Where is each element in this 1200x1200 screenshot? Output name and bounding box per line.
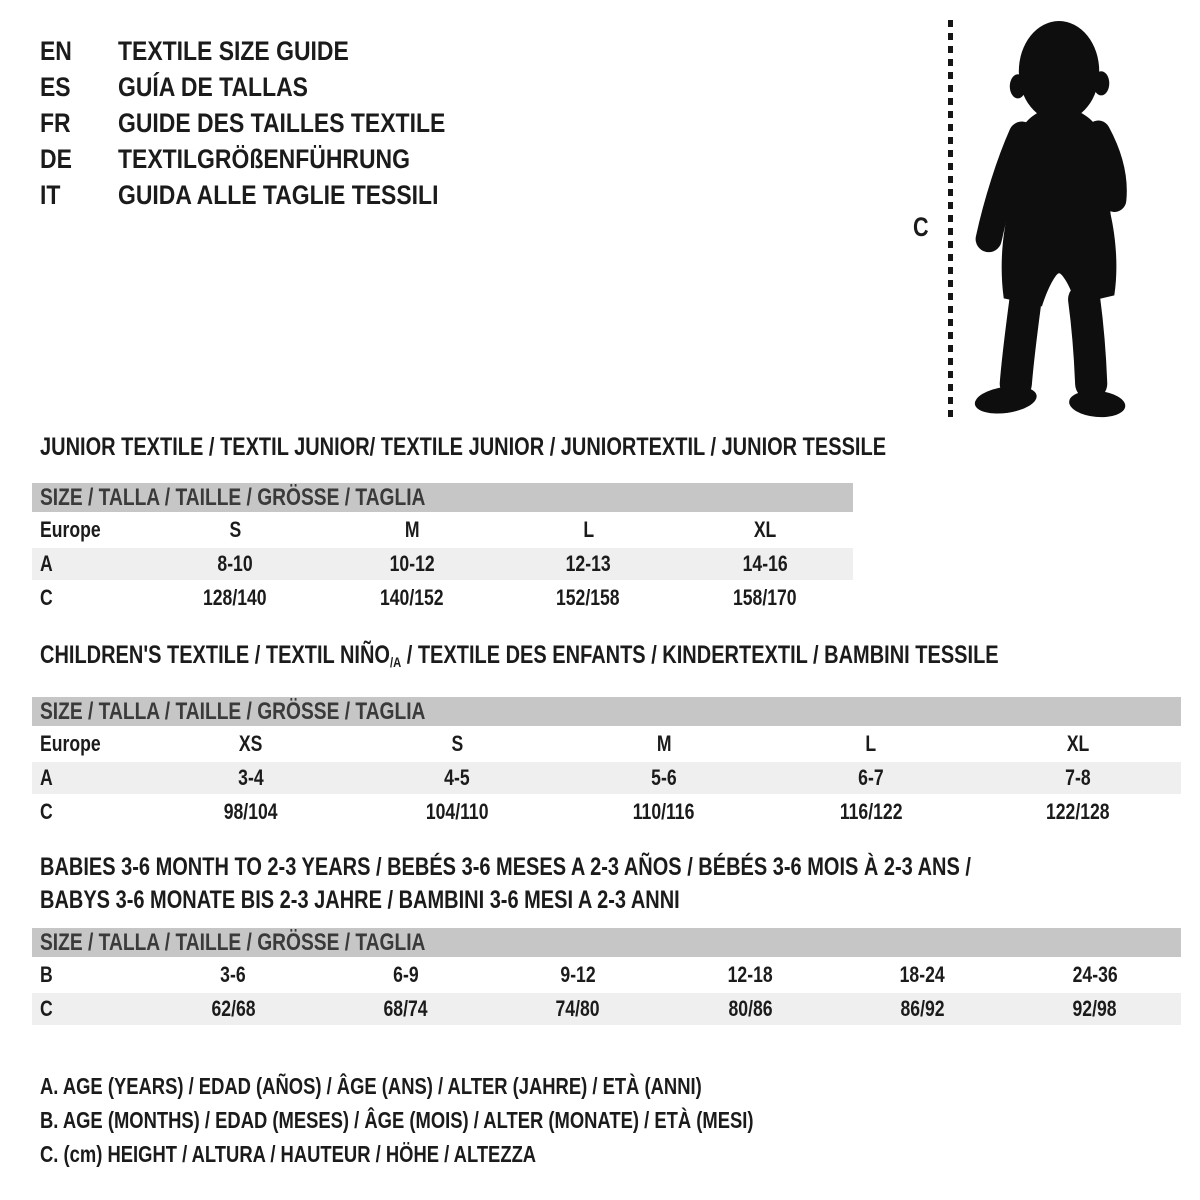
measure-legend bbox=[40, 1069, 932, 1171]
cell-value: 7-8 bbox=[1064, 765, 1091, 790]
cell-value: L bbox=[865, 731, 877, 756]
section-title: CHILDREN'S TEXTILE / TEXTIL NIÑO/A / TEXTILE DES ENFANTS / KINDERTEXTIL / BAMBINI TESSILE bbox=[40, 641, 999, 670]
cell-value: 140/152 bbox=[379, 585, 444, 610]
row-label: Europe bbox=[40, 731, 101, 756]
section-children-textile bbox=[32, 641, 1181, 828]
cell-value: L bbox=[582, 517, 594, 542]
cell-value: 24-36 bbox=[1072, 962, 1118, 987]
cell-value: 122/128 bbox=[1045, 799, 1110, 824]
language-title: GUIDE DES TAILLES TEXTILE bbox=[118, 107, 446, 138]
row-label: C bbox=[40, 585, 53, 610]
section-title-line: BABYS 3-6 MONATE BIS 2-3 JAHRE / BAMBINI 3-6 MESI A 2-3 ANNI bbox=[40, 886, 680, 914]
cell-value: 98/104 bbox=[223, 799, 278, 824]
cell-value: 6-7 bbox=[858, 765, 884, 790]
language-title: TEXTILGRÖßENFÜHRUNG bbox=[118, 143, 410, 174]
cell-value: M bbox=[656, 731, 672, 756]
table-row bbox=[32, 548, 853, 580]
row-label: Europe bbox=[40, 517, 101, 542]
cell-value: S bbox=[229, 517, 242, 542]
legend-line-a: A. AGE (YEARS) / EDAD (AÑOS) / ÂGE (ANS) / ALTER (JAHRE) / ETÀ (ANNI) bbox=[40, 1073, 702, 1099]
section-title-line: BABIES 3-6 MONTH TO 2-3 YEARS / BEBÉS 3-6 MESES A 2-3 AÑOS / BÉBÉS 3-6 MOIS À 2-3 ANS / bbox=[40, 853, 971, 881]
cell-value: 10-12 bbox=[389, 551, 435, 576]
row-label: A bbox=[40, 765, 53, 790]
cell-value: 68/74 bbox=[383, 996, 428, 1021]
language-title: GUIDA ALLE TAGLIE TESSILI bbox=[118, 179, 439, 210]
legend-line-b: B. AGE (MONTHS) / EDAD (MESES) / ÂGE (MOIS) / ALTER (MONATE) / ETÀ (MESI) bbox=[40, 1107, 754, 1133]
cell-value: 62/68 bbox=[211, 996, 256, 1021]
legend-line-c: C. (cm) HEIGHT / ALTURA / HAUTEUR / HÖHE / ALTEZZA bbox=[40, 1141, 537, 1167]
language-code: DE bbox=[40, 143, 72, 174]
cell-value: 6-9 bbox=[392, 962, 419, 987]
language-code: EN bbox=[40, 35, 72, 66]
cell-value: 8-10 bbox=[217, 551, 253, 576]
size-header-bar: SIZE / TALLA / TAILLE / GRÖSSE / TAGLIA bbox=[32, 483, 853, 512]
junior-size-table bbox=[32, 514, 853, 614]
babies-size-table bbox=[32, 959, 1181, 1025]
cell-value: 80/86 bbox=[728, 996, 773, 1021]
cell-value: M bbox=[404, 517, 420, 542]
cell-value: 9-12 bbox=[560, 962, 596, 987]
table-row bbox=[32, 582, 853, 614]
cell-value: 110/116 bbox=[633, 799, 695, 824]
cell-value: 12-13 bbox=[565, 551, 611, 576]
children-size-table bbox=[32, 728, 1181, 828]
table-row bbox=[32, 993, 1181, 1025]
height-measure-line bbox=[948, 20, 953, 418]
section-title: JUNIOR TEXTILE / TEXTIL JUNIOR/ TEXTILE JUNIOR / JUNIORTEXTIL / JUNIOR TESSILE bbox=[40, 433, 887, 461]
cell-value: XL bbox=[1066, 731, 1089, 756]
language-row bbox=[40, 141, 503, 177]
language-row bbox=[40, 105, 503, 141]
gender-suffix: /A bbox=[389, 654, 402, 670]
cell-value: 92/98 bbox=[1072, 996, 1117, 1021]
language-row bbox=[40, 69, 503, 105]
height-measure-label: C bbox=[913, 212, 929, 242]
cell-value: 158/170 bbox=[732, 585, 797, 610]
row-label: A bbox=[40, 551, 53, 576]
section-babies-textile bbox=[32, 851, 1181, 1025]
cell-value: 18-24 bbox=[899, 962, 945, 987]
row-label: C bbox=[40, 996, 53, 1021]
cell-value: 4-5 bbox=[444, 765, 470, 790]
cell-value: 5-6 bbox=[651, 765, 677, 790]
language-code: FR bbox=[40, 107, 71, 138]
cell-value: S bbox=[451, 731, 464, 756]
cell-value: 14-16 bbox=[742, 551, 788, 576]
toddler-silhouette-icon bbox=[963, 16, 1145, 422]
table-row bbox=[32, 514, 853, 546]
row-label: B bbox=[40, 962, 53, 987]
language-row bbox=[40, 33, 503, 69]
table-row bbox=[32, 762, 1181, 794]
cell-value: 12-18 bbox=[727, 962, 773, 987]
language-title-list bbox=[40, 33, 503, 213]
language-code: ES bbox=[40, 71, 71, 102]
table-row bbox=[32, 959, 1181, 991]
cell-value: 3-4 bbox=[237, 765, 264, 790]
cell-value: 152/158 bbox=[556, 585, 621, 610]
language-title: GUÍA DE TALLAS bbox=[118, 71, 308, 102]
table-row bbox=[32, 728, 1181, 760]
cell-value: XS bbox=[238, 731, 263, 756]
height-figure bbox=[905, 14, 1175, 426]
cell-value: 3-6 bbox=[220, 962, 246, 987]
size-header-bar: SIZE / TALLA / TAILLE / GRÖSSE / TAGLIA bbox=[32, 928, 1181, 957]
cell-value: XL bbox=[753, 517, 776, 542]
language-row bbox=[40, 177, 503, 213]
cell-value: 116/122 bbox=[839, 799, 903, 824]
language-title: TEXTILE SIZE GUIDE bbox=[118, 35, 349, 66]
row-label: C bbox=[40, 799, 53, 824]
cell-value: 128/140 bbox=[203, 585, 268, 610]
section-junior-textile bbox=[32, 433, 887, 614]
cell-value: 104/110 bbox=[425, 799, 489, 824]
size-header-bar: SIZE / TALLA / TAILLE / GRÖSSE / TAGLIA bbox=[32, 697, 1181, 726]
cell-value: 86/92 bbox=[900, 996, 945, 1021]
language-code: IT bbox=[40, 179, 61, 210]
cell-value: 74/80 bbox=[555, 996, 600, 1021]
table-row bbox=[32, 796, 1181, 828]
